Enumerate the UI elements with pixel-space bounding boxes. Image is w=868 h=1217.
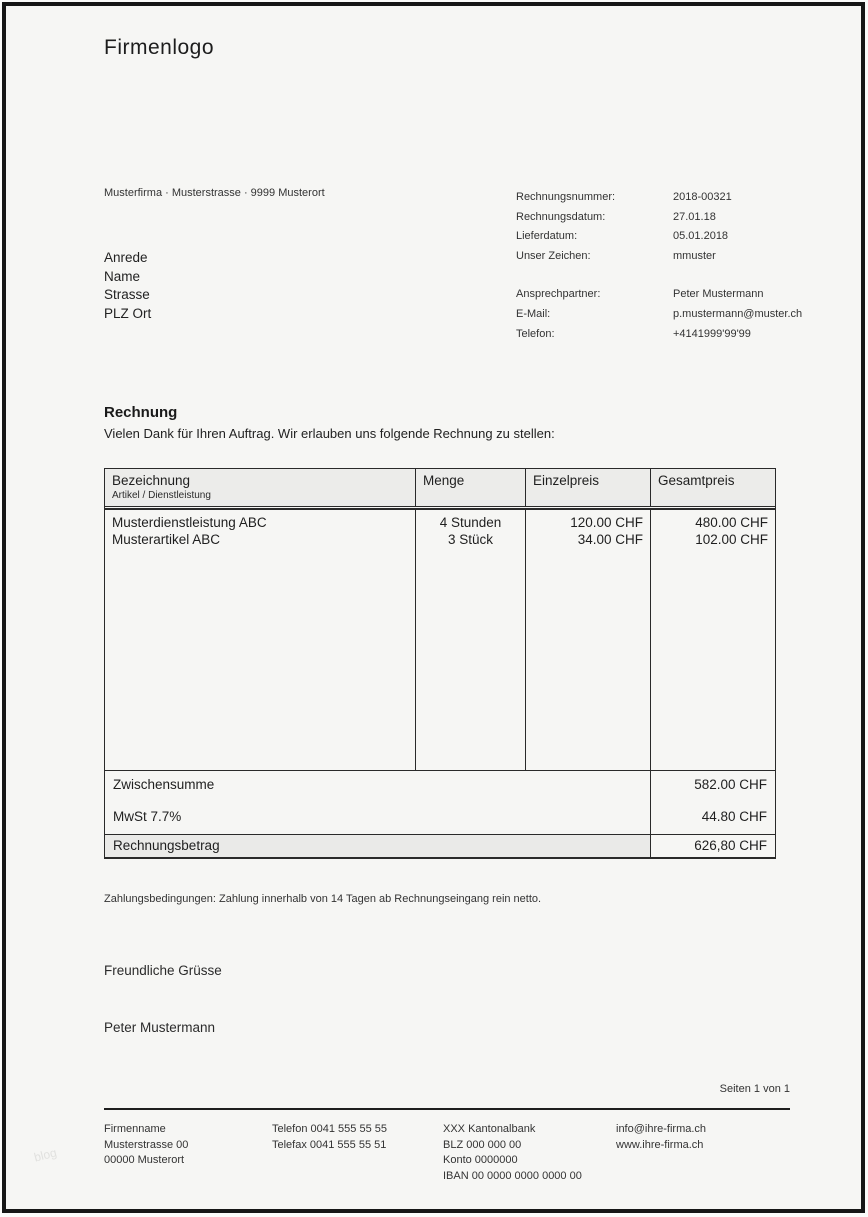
grand-total-label: Rechnungsbetrag — [105, 835, 651, 857]
invoice-number-label: Rechnungsnummer: — [516, 191, 616, 203]
footer-company-name: Firmenname — [104, 1123, 166, 1135]
invoice-date-label: Rechnungsdatum: — [516, 210, 606, 223]
footer-bank-iban: IBAN 00 0000 0000 0000 00 — [443, 1169, 582, 1182]
invoice-page — [6, 6, 861, 1209]
item-unit-price: 120.00 CHF — [570, 515, 643, 530]
page-frame — [2, 2, 865, 1213]
reference-value: mmuster — [673, 249, 716, 262]
recipient-city: PLZ Ort — [104, 305, 152, 321]
company-logo: Firmenlogo — [104, 36, 215, 59]
email-label: E-Mail: — [516, 307, 551, 320]
column-total-price — [651, 510, 775, 770]
invoice-items-table — [104, 468, 776, 859]
footer-divider — [104, 1108, 790, 1110]
header-cell-total-price: Gesamtpreis — [658, 473, 735, 488]
meta-row-invoice-date — [516, 208, 846, 228]
table-header-row — [105, 469, 775, 507]
meta-row-email — [516, 305, 846, 325]
item-quantity: 3 Stück — [447, 532, 494, 547]
meta-row-reference — [516, 247, 846, 267]
recipient-name: Name — [104, 268, 141, 284]
footer-phone: Telefon 0041 555 55 55 — [272, 1123, 387, 1135]
footer-bank-name: XXX Kantonalbank — [443, 1123, 536, 1135]
delivery-date-label: Lieferdatum: — [516, 230, 578, 243]
recipient-street: Strasse — [104, 287, 150, 302]
header-description-title: Bezeichnung — [112, 473, 191, 488]
delivery-date-value: 05.01.2018 — [673, 230, 729, 243]
invoice-meta-block — [516, 188, 846, 344]
table-body — [105, 510, 775, 770]
meta-row-invoice-number — [516, 188, 846, 208]
sender-address-line: Musterfirma · Musterstrasse · 9999 Musterort — [104, 187, 325, 199]
invoice-meta-group-1 — [516, 188, 846, 266]
intro-text: Vielen Dank für Ihren Auftrag. Wir erlauben uns folgende Rechnung zu stellen: — [104, 426, 555, 441]
meta-row-contact — [516, 285, 846, 305]
contact-label: Ansprechpartner: — [516, 288, 601, 301]
meta-row-phone — [516, 325, 846, 345]
vat-label: MwSt 7.7% — [113, 809, 182, 824]
footer-email: info@ihre-firma.ch — [616, 1123, 707, 1135]
header-cell-description — [105, 469, 416, 506]
totals-section — [105, 770, 775, 834]
footer-fax: Telefax 0041 555 55 51 — [272, 1138, 387, 1151]
item-name: Musterdienstleistung ABC — [112, 515, 267, 530]
reference-label: Unser Zeichen: — [516, 249, 591, 262]
footer-company-column — [104, 1122, 188, 1169]
closing-greeting: Freundliche Grüsse — [104, 963, 222, 978]
subtotal-value: 582.00 CHF — [694, 777, 767, 792]
footer-company-city: 00000 Musterort — [104, 1154, 185, 1166]
vat-value: 44.80 CHF — [701, 809, 767, 824]
column-unit-price — [526, 510, 651, 770]
footer-company-street: Musterstrasse 00 — [104, 1138, 189, 1151]
subtotal-label: Zwischensumme — [113, 777, 215, 792]
recipient-address-block — [104, 249, 151, 323]
item-unit-price: 34.00 CHF — [577, 532, 643, 547]
column-description — [105, 510, 416, 770]
grand-total-value: 626,80 CHF — [694, 838, 767, 853]
payment-terms: Zahlungsbedingungen: Zahlung innerhalb von 14 Tagen ab Rechnungseingang rein netto. — [104, 893, 542, 905]
email-value: p.mustermann@muster.ch — [673, 307, 803, 320]
grand-total-row — [105, 834, 775, 857]
watermark-text: blog — [32, 1145, 59, 1165]
header-cell-unit-price: Einzelpreis — [526, 469, 651, 506]
header-description-subtitle: Artikel / Dienstleistung — [112, 490, 211, 501]
item-quantity: 4 Stunden — [439, 515, 502, 530]
footer-bank-column — [443, 1122, 582, 1184]
phone-value: +4141999'99'99 — [673, 327, 751, 340]
recipient-salutation: Anrede — [104, 250, 148, 265]
totals-values — [651, 771, 775, 834]
footer-web-column — [616, 1122, 706, 1153]
header-cell-quantity: Menge — [416, 469, 526, 506]
document-title: Rechnung — [104, 404, 178, 421]
item-name: Musterartikel ABC — [112, 532, 221, 547]
contact-value: Peter Mustermann — [673, 288, 764, 301]
footer-bank-account: Konto 0000000 — [443, 1154, 518, 1166]
footer-website: www.ihre-firma.ch — [616, 1138, 704, 1151]
meta-row-delivery-date — [516, 227, 846, 247]
item-total: 102.00 CHF — [695, 532, 768, 547]
page-indicator: Seiten 1 von 1 — [719, 1083, 790, 1095]
footer-phone-column — [272, 1122, 387, 1153]
invoice-meta-group-2 — [516, 285, 846, 344]
signature-name: Peter Mustermann — [104, 1020, 216, 1035]
phone-label: Telefon: — [516, 327, 555, 340]
totals-labels — [105, 771, 651, 834]
item-total: 480.00 CHF — [695, 515, 768, 530]
footer-bank-blz: BLZ 000 000 00 — [443, 1138, 522, 1151]
invoice-number-value: 2018-00321 — [673, 191, 732, 203]
column-quantity — [416, 510, 526, 770]
invoice-date-value: 27.01.18 — [673, 210, 716, 223]
